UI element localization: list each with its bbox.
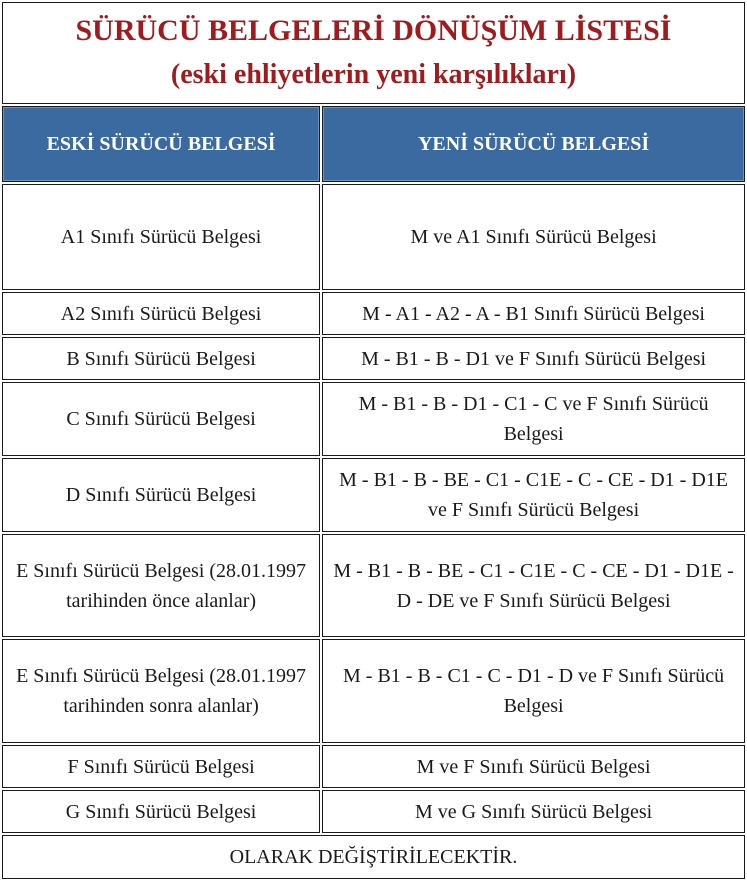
table-row: [2, 458, 745, 532]
title-row: [2, 2, 745, 104]
table-row: [2, 790, 745, 833]
old-license-cell: E Sınıfı Sürücü Belgesi (28.01.1997 tarihinden önce alanlar): [2, 534, 320, 637]
old-license-cell: E Sınıfı Sürücü Belgesi (28.01.1997 tarihinden sonra alanlar): [2, 639, 320, 743]
new-license-cell: M - B1 - B - BE - C1 - C1E - C - CE - D1 - D1E - D - DE ve F Sınıfı Sürücü Belgesi: [322, 534, 745, 637]
old-license-cell: B Sınıfı Sürücü Belgesi: [2, 337, 320, 380]
new-license-cell: M - A1 - A2 - A - B1 Sınıfı Sürücü Belgesi: [322, 292, 745, 335]
table-row: [2, 745, 745, 788]
footer-row: [2, 835, 745, 879]
table-row: [2, 337, 745, 380]
table-row: [2, 292, 745, 335]
header-old-license: ESKİ SÜRÜCÜ BELGESİ: [2, 106, 320, 182]
new-license-cell: M - B1 - B - C1 - C - D1 - D ve F Sınıfı Sürücü Belgesi: [322, 639, 745, 743]
new-license-cell: M - B1 - B - BE - C1 - C1E - C - CE - D1 - D1E ve F Sınıfı Sürücü Belgesi: [322, 458, 745, 532]
new-license-cell: M ve A1 Sınıfı Sürücü Belgesi: [322, 184, 745, 290]
header-new-license: YENİ SÜRÜCÜ BELGESİ: [322, 106, 745, 182]
old-license-cell: A2 Sınıfı Sürücü Belgesi: [2, 292, 320, 335]
footer-note: OLARAK DEĞİŞTİRİLECEKTİR.: [2, 835, 745, 879]
old-license-cell: G Sınıfı Sürücü Belgesi: [2, 790, 320, 833]
new-license-cell: M - B1 - B - D1 - C1 - C ve F Sınıfı Sürücü Belgesi: [322, 382, 745, 456]
new-license-cell: M ve F Sınıfı Sürücü Belgesi: [322, 745, 745, 788]
old-license-cell: D Sınıfı Sürücü Belgesi: [2, 458, 320, 532]
page-title: [2, 2, 745, 104]
old-license-cell: C Sınıfı Sürücü Belgesi: [2, 382, 320, 456]
title-main: SÜRÜCÜ BELGELERİ DÖNÜŞÜM LİSTESİ: [75, 14, 672, 47]
old-license-cell: F Sınıfı Sürücü Belgesi: [2, 745, 320, 788]
table-row: [2, 382, 745, 456]
new-license-cell: M ve G Sınıfı Sürücü Belgesi: [322, 790, 745, 833]
table-row: [2, 184, 745, 290]
new-license-cell: M - B1 - B - D1 ve F Sınıfı Sürücü Belgesi: [322, 337, 745, 380]
table-row: [2, 534, 745, 637]
header-row: [2, 106, 745, 182]
old-license-cell: A1 Sınıfı Sürücü Belgesi: [2, 184, 320, 290]
table-row: [2, 639, 745, 743]
title-subtitle: (eski ehliyetlerin yeni karşılıkları): [170, 59, 577, 90]
